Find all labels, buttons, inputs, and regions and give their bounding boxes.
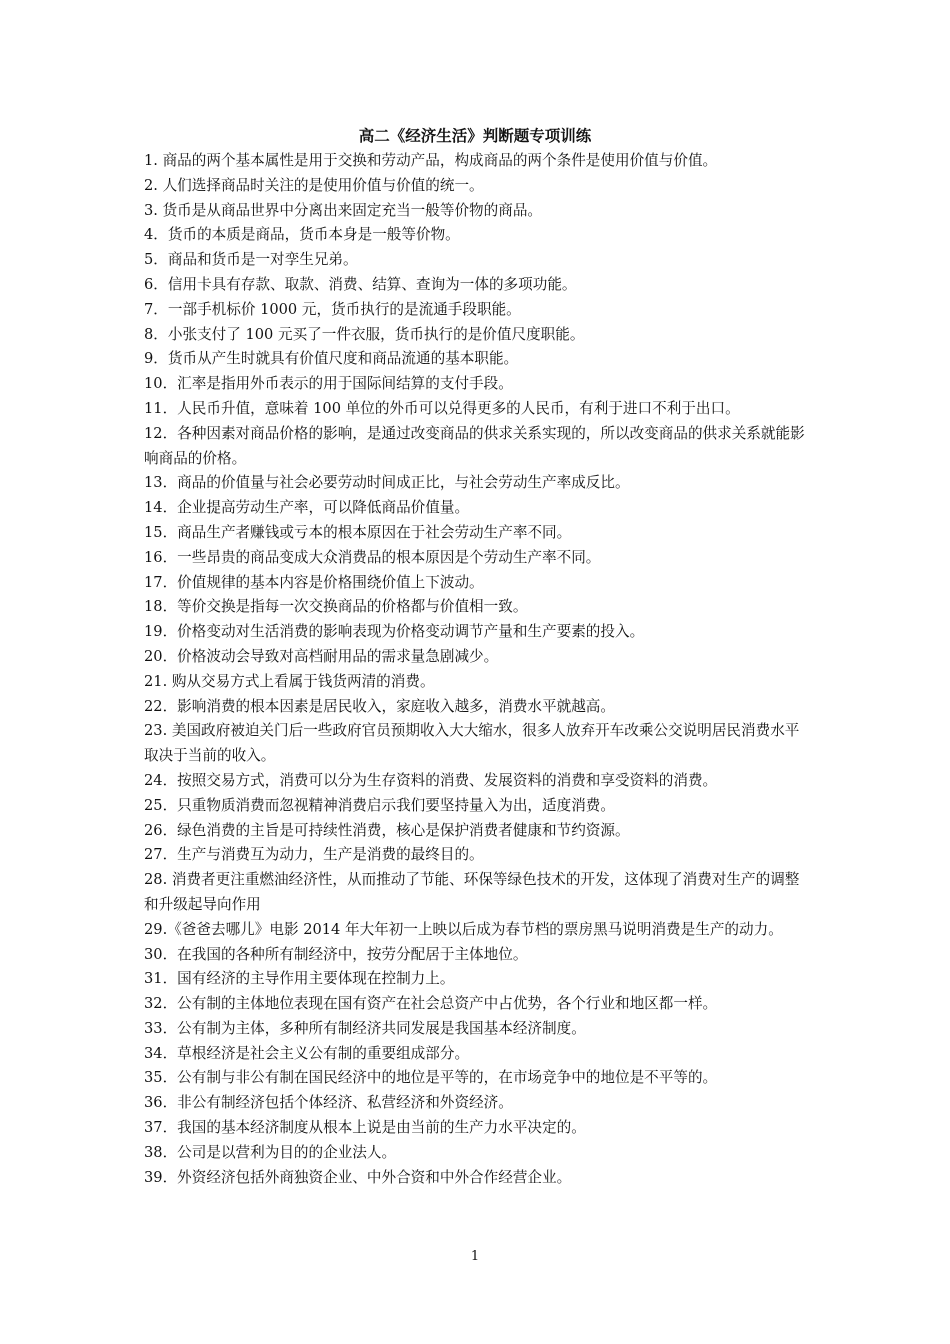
item-text: 17．价值规律的基本内容是价格围绕价值上下波动。 [144, 573, 484, 591]
list-item [144, 273, 812, 298]
item-text: 27．生产与消费互为动力，生产是消费的最终目的。 [144, 846, 484, 864]
item-text: 3. 货币是从商品世界中分离出来固定充当一般等价物的商品。 [144, 201, 543, 219]
list-item [144, 1116, 812, 1141]
list-item [144, 323, 812, 348]
list-item [144, 769, 812, 794]
list-item [144, 422, 812, 472]
list-item [144, 223, 812, 248]
item-text: 16．一些昂贵的商品变成大众消费品的根本原因是个劳动生产率不同。 [144, 548, 601, 566]
list-item [144, 595, 812, 620]
item-text: 28. 消费者更注重燃油经济性，从而推动了节能、环保等绿色技术的开发，这体现了消费对生产的调整和升级起导向作用 [144, 871, 800, 913]
list-item [144, 571, 812, 596]
item-text: 26．绿色消费的主旨是可持续性消费，核心是保护消费者健康和节约资源。 [144, 821, 630, 839]
list-item [144, 546, 812, 571]
list-item [144, 1091, 812, 1116]
item-text: 4．货币的本质是商品，货币本身是一般等价物。 [144, 226, 460, 244]
list-item [144, 645, 812, 670]
item-text: 20．价格波动会导致对高档耐用品的需求量急剧减少。 [144, 647, 499, 665]
list-item [144, 943, 812, 968]
item-text: 22．影响消费的根本因素是居民收入，家庭收入越多，消费水平就越高。 [144, 697, 615, 715]
question-list [144, 149, 812, 1190]
item-text: 13．商品的价值量与社会必要劳动时间成正比，与社会劳动生产率成反比。 [144, 474, 630, 492]
list-item [144, 149, 812, 174]
item-text: 23. 美国政府被迫关门后一些政府官员预期收入大大缩水，很多人放弃开车改乘公交说明居民消费水平取决于当前的收入。 [144, 722, 800, 765]
list-item [144, 521, 812, 546]
list-item [144, 695, 812, 720]
list-item [144, 298, 812, 323]
item-text: 18．等价交换是指每一次交换商品的价格都与价值相一致。 [144, 598, 528, 616]
list-item [144, 347, 812, 372]
list-item [144, 1141, 812, 1166]
list-item [144, 397, 812, 422]
item-text: 8．小张支付了 100 元买了一件衣服，货币执行的是价值尺度职能。 [144, 325, 585, 343]
page-title: 高二《经济生活》判断题专项训练 [358, 126, 592, 145]
item-text: 11．人民币升值，意味着 100 单位的外币可以兑得更多的人民币，有利于进口不利于出口。 [144, 399, 740, 417]
list-item [144, 819, 812, 844]
item-text: 35．公有制与非公有制在国民经济中的地位是平等的，在市场竞争中的地位是不平等的。 [144, 1069, 718, 1087]
list-item [144, 372, 812, 397]
item-text: 29.《爸爸去哪儿》电影 2014 年大年初一上映以后成为春节档的票房黑马说明消费是生产的动力。 [144, 920, 783, 938]
item-text: 2. 人们选择商品时关注的是使用价值与价值的统一。 [144, 176, 484, 194]
list-item [144, 1042, 812, 1067]
item-text: 33．公有制为主体，多种所有制经济共同发展是我国基本经济制度。 [144, 1019, 586, 1037]
list-item [144, 868, 812, 918]
item-text: 5．商品和货币是一对孪生兄弟。 [144, 251, 358, 269]
list-item [144, 1166, 812, 1191]
list-item [144, 992, 812, 1017]
item-text: 25．只重物质消费而忽视精神消费启示我们要坚持量入为出，适度消费。 [144, 796, 615, 814]
item-text: 34．草根经济是社会主义公有制的重要组成部分。 [144, 1044, 470, 1062]
item-text: 15．商品生产者赚钱或亏本的根本原因在于社会劳动生产率不同。 [144, 523, 572, 541]
list-item [144, 670, 812, 695]
item-text: 36．非公有制经济包括个体经济、私营经济和外资经济。 [144, 1094, 513, 1112]
item-text: 39．外资经济包括外商独资企业、中外合资和中外合作经营企业。 [144, 1168, 572, 1186]
item-text: 21. 购从交易方式上看属于钱货两清的消费。 [144, 672, 435, 690]
item-text: 37．我国的基本经济制度从根本上说是由当前的生产力水平决定的。 [144, 1119, 586, 1137]
item-text: 6．信用卡具有存款、取款、消费、结算、查询为一体的多项功能。 [144, 275, 577, 293]
item-text: 14．企业提高劳动生产率，可以降低商品价值量。 [144, 499, 470, 517]
list-item [144, 967, 812, 992]
list-item [144, 620, 812, 645]
list-item [144, 199, 812, 224]
list-item [144, 174, 812, 199]
list-item [144, 471, 812, 496]
item-text: 9．货币从产生时就具有价值尺度和商品流通的基本职能。 [144, 350, 519, 368]
item-text: 31．国有经济的主导作用主要体现在控制力上。 [144, 970, 455, 988]
item-text: 1. 商品的两个基本属性是用于交换和劳动产品，构成商品的两个条件是使用价值与价值。 [144, 152, 718, 169]
item-text: 7．一部手机标价 1000 元，货币执行的是流通手段职能。 [144, 300, 521, 318]
list-item [144, 719, 812, 769]
item-text: 32．公有制的主体地位表现在国有资产在社会总资产中占优势，各个行业和地区都一样。 [144, 995, 718, 1013]
list-item [144, 1066, 812, 1091]
item-text: 24．按照交易方式，消费可以分为生存资料的消费、发展资料的消费和享受资料的消费。 [144, 771, 718, 789]
item-text: 10．汇率是指用外币表示的用于国际间结算的支付手段。 [144, 375, 513, 393]
item-text: 12．各种因素对商品价格的影响，是通过改变商品的供求关系实现的，所以改变商品的供求关系就能影响商品的价格。 [144, 424, 805, 467]
item-text: 30．在我国的各种所有制经济中，按劳分配居于主体地位。 [144, 945, 528, 963]
list-item [144, 1017, 812, 1042]
list-item [144, 794, 812, 819]
list-item [144, 248, 812, 273]
list-item [144, 496, 812, 521]
item-text: 19．价格变动对生活消费的影响表现为价格变动调节产量和生产要素的投入。 [144, 623, 645, 641]
list-item [144, 918, 812, 943]
item-text: 38．公司是以营利为目的的企业法人。 [144, 1143, 397, 1161]
page-number: 1 [470, 1249, 480, 1264]
list-item [144, 843, 812, 868]
